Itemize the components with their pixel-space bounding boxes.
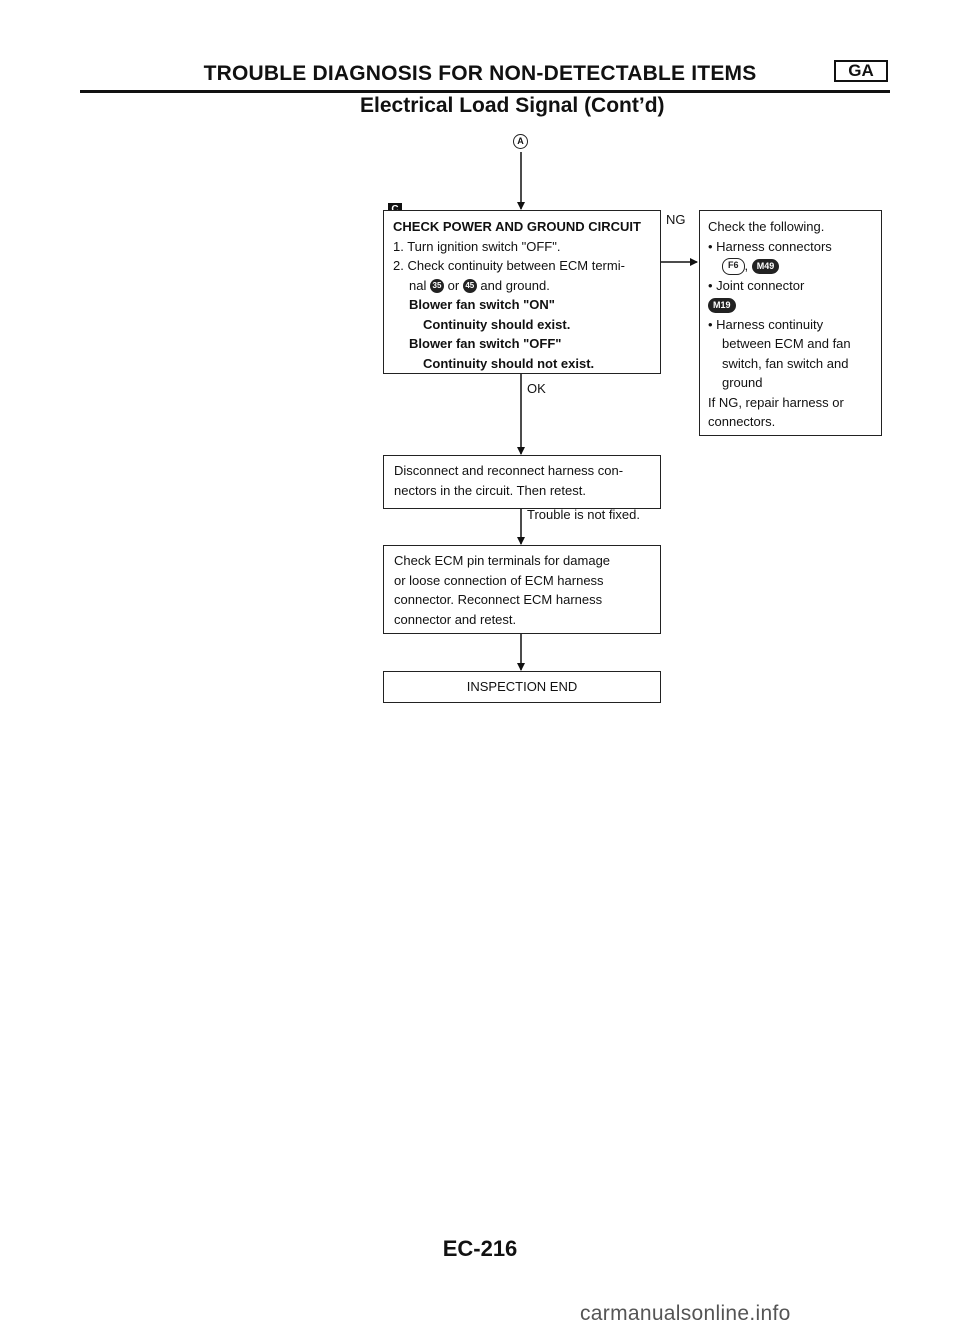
step1-line3-mid: or [447,277,460,293]
connector-m19-icon: M19 [708,298,736,313]
step1-cond1: Blower fan switch "ON" [409,297,555,312]
ng-item2 [708,276,881,296]
step1-line2: 2. Check continuity between ECM termi- [393,258,625,273]
site-watermark: carmanualsonline.info [580,1302,791,1325]
trouble-not-fixed-label: Trouble is not fixed. [527,507,640,522]
step1-cond2: Blower fan switch "OFF" [409,336,562,351]
page-number: EC-216 [442,1236,518,1261]
ng-action-box [699,210,882,436]
ng-footer2: connectors. [708,414,776,429]
inspection-end-label: INSPECTION END [466,679,578,694]
step2-box [383,455,661,509]
ng-item3-l4: ground [722,375,763,390]
bullet-icon: • [708,277,717,293]
ng-item3 [708,315,881,335]
ng-item3-l2: between ECM and fan [722,336,851,351]
step1-line3 [393,276,660,296]
step1-line3-pre: nal [409,277,427,293]
step1-line3-post: and ground. [480,277,550,293]
step2-line1: Disconnect and reconnect harness con- [394,463,624,478]
page-subtitle: Electrical Load Signal (Cont’d) [360,94,665,117]
ecm-terminal-45-icon: 45 [463,279,477,293]
section-badge: GA [834,60,888,82]
connector-m49-icon: M49 [752,259,780,274]
step1-box [383,210,661,374]
step1-cond2-result: Continuity should not exist. [423,355,595,371]
ng-item3-l3: switch, fan switch and [722,355,849,371]
ng-connectors-row [708,256,881,276]
inspection-end-box [383,671,661,703]
ng-item3-text: Harness continuity [716,316,824,332]
step3-line4: connector and retest. [394,611,517,627]
bullet-icon: • [708,238,717,254]
ng-label: NG [666,212,686,227]
ecm-terminal-35-icon: 35 [430,279,444,293]
step1-line1: 1. Turn ignition switch "OFF". [393,238,561,254]
ng-item1 [708,237,881,257]
step3-line1: Check ECM pin terminals for damage [394,553,611,568]
page-title: TROUBLE DIAGNOSIS FOR NON-DETECTABLE ITEMS [203,62,757,85]
bullet-icon: • [708,316,717,332]
step3-line2: or loose connection of ECM harness [394,572,604,588]
entry-connector-a: A [513,134,528,149]
ng-footer1: If NG, repair harness or [708,394,844,410]
step3-box [383,545,661,634]
step3-line3: connector. Reconnect ECM harness [394,592,603,607]
ok-label: OK [527,381,546,396]
ng-intro: Check the following. [708,219,825,234]
ng-connector-m19-row [708,295,881,315]
step1-cond1-result: Continuity should exist. [423,316,571,332]
connector-f6-icon: F6 [722,258,745,275]
step1-heading: CHECK POWER AND GROUND CIRCUIT [393,219,641,234]
ng-item2-text: Joint connector [716,277,805,293]
step2-line2: nectors in the circuit. Then retest. [394,482,586,498]
connector-separator: , [744,258,749,273]
ng-item1-text: Harness connectors [716,238,832,254]
